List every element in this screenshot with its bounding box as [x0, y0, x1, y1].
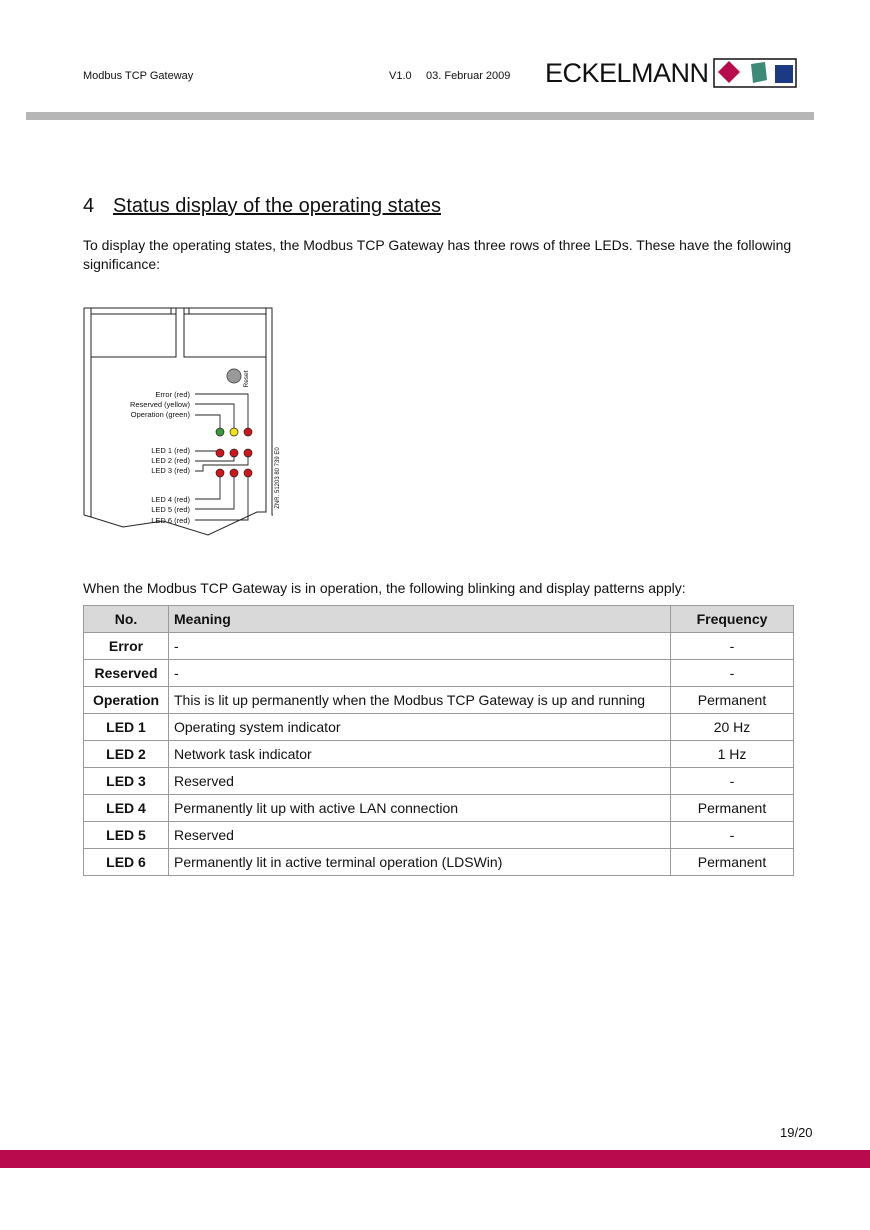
label-led-3: LED 3 (red): [151, 466, 190, 475]
cell-meaning: Permanently lit up with active LAN connection: [169, 795, 671, 822]
cell-frequency: -: [671, 768, 794, 795]
table-row: [84, 849, 794, 876]
operation-led-icon: [216, 428, 224, 436]
page-number: 19/20: [780, 1125, 813, 1140]
footer-bar: [0, 1150, 870, 1168]
section-number: 4: [83, 195, 95, 217]
label-reserved: Reserved (yellow): [129, 400, 190, 409]
error-led-icon: [244, 428, 252, 436]
table-row: [84, 633, 794, 660]
cell-meaning: -: [169, 633, 671, 660]
cell-no: LED 1: [84, 714, 169, 741]
section-title: Status display of the operating states: [113, 195, 441, 217]
led-3-icon: [244, 449, 252, 457]
cell-meaning: This is lit up permanently when the Modbus TCP Gateway is up and running: [169, 687, 671, 714]
cell-no: LED 5: [84, 822, 169, 849]
cell-frequency: Permanent: [671, 687, 794, 714]
document-version: V1.0: [389, 70, 412, 82]
cell-frequency: -: [671, 633, 794, 660]
column-header-frequency: Frequency: [671, 606, 794, 633]
label-led-1: LED 1 (red): [151, 446, 190, 455]
document-title: Modbus TCP Gateway: [83, 70, 194, 82]
eckelmann-logo-squares-icon: [713, 58, 797, 88]
cell-no: Reserved: [84, 660, 169, 687]
header-divider: [26, 112, 814, 120]
led-2-icon: [230, 449, 238, 457]
table-header-row: [84, 606, 794, 633]
cell-no: Error: [84, 633, 169, 660]
section-heading: [83, 195, 441, 218]
cell-no: Operation: [84, 687, 169, 714]
led-1-icon: [216, 449, 224, 457]
cell-frequency: -: [671, 660, 794, 687]
cell-no: LED 3: [84, 768, 169, 795]
label-led-2: LED 2 (red): [151, 456, 190, 465]
cell-no: LED 4: [84, 795, 169, 822]
cell-frequency: Permanent: [671, 849, 794, 876]
cell-meaning: Reserved: [169, 768, 671, 795]
label-error: Error (red): [155, 390, 190, 399]
cell-meaning: -: [169, 660, 671, 687]
table-row: [84, 660, 794, 687]
eckelmann-logo-text: ECKELMANN: [545, 58, 709, 88]
cell-meaning: Reserved: [169, 822, 671, 849]
cell-frequency: 20 Hz: [671, 714, 794, 741]
cell-frequency: Permanent: [671, 795, 794, 822]
table-row: [84, 741, 794, 768]
cell-no: LED 6: [84, 849, 169, 876]
table-row: [84, 768, 794, 795]
cell-meaning: Operating system indicator: [169, 714, 671, 741]
part-number: ZNR. 51203 80 739 E0: [275, 447, 281, 509]
cell-no: LED 2: [84, 741, 169, 768]
cell-frequency: 1 Hz: [671, 741, 794, 768]
led-4-icon: [216, 469, 224, 477]
column-header-no: No.: [84, 606, 169, 633]
column-header-meaning: Meaning: [169, 606, 671, 633]
cell-meaning: Network task indicator: [169, 741, 671, 768]
reserved-led-icon: [230, 428, 238, 436]
document-date: 03. Februar 2009: [426, 70, 511, 82]
table-intro-paragraph: When the Modbus TCP Gateway is in operation, the following blinking and display patterns apply:: [83, 580, 686, 596]
label-led-4: LED 4 (red): [151, 495, 190, 504]
led-panel-diagram: [83, 305, 293, 545]
cell-frequency: -: [671, 822, 794, 849]
led-5-icon: [230, 469, 238, 477]
label-led-5: LED 5 (red): [151, 505, 190, 514]
led-status-table: [83, 605, 794, 876]
cell-meaning: Permanently lit in active terminal operation (LDSWin): [169, 849, 671, 876]
label-operation: Operation (green): [130, 410, 190, 419]
table-row: [84, 714, 794, 741]
led-6-icon: [244, 469, 252, 477]
table-row: [84, 795, 794, 822]
table-row: [84, 687, 794, 714]
table-row: [84, 822, 794, 849]
label-led-6: LED 6 (red): [151, 516, 190, 525]
reset-label: Reset: [243, 370, 250, 388]
intro-paragraph: To display the operating states, the Modbus TCP Gateway has three rows of three LEDs. These have the following significance:: [83, 237, 792, 272]
